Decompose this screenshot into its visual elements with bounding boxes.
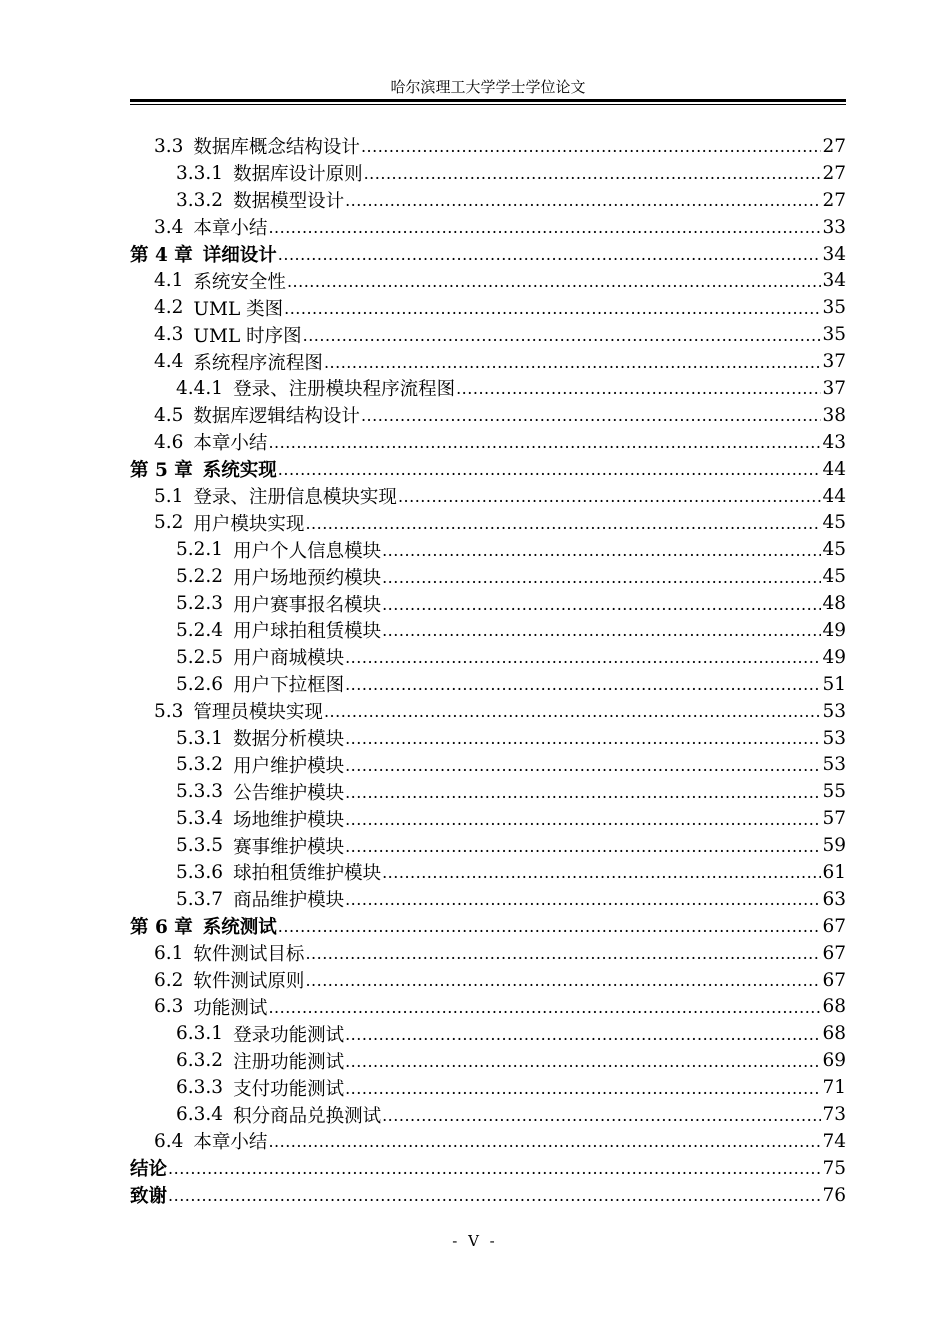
toc-entry-number: 5.2 bbox=[154, 512, 184, 534]
toc-entry-title: 用户模块实现 bbox=[193, 513, 305, 535]
toc-entry[interactable] bbox=[130, 778, 846, 805]
header-rule-thin bbox=[130, 104, 846, 105]
toc-entry-title: 用户维护模块 bbox=[233, 755, 345, 777]
toc-entry-number: 5.3 bbox=[154, 700, 184, 722]
toc-entry[interactable] bbox=[130, 133, 846, 160]
toc-entry-title: 用户场地预约模块 bbox=[233, 567, 382, 589]
toc-entry-page: 43 bbox=[822, 431, 846, 453]
toc-entry[interactable] bbox=[130, 1074, 846, 1101]
toc-entry-title: 积分商品兑换测试 bbox=[233, 1105, 382, 1127]
toc-entry[interactable] bbox=[130, 429, 846, 456]
toc-entry[interactable] bbox=[130, 267, 846, 294]
toc-entry-number: 5.3.2 bbox=[176, 754, 224, 776]
toc-entry-page: 35 bbox=[822, 297, 846, 319]
toc-dot-leader bbox=[345, 1024, 821, 1044]
toc-entry-number: 5.2.1 bbox=[176, 539, 224, 561]
toc-dot-leader bbox=[345, 809, 821, 829]
toc-entry-number: 5.3.4 bbox=[176, 808, 224, 830]
toc-entry-page: 49 bbox=[822, 646, 846, 668]
toc-dot-leader bbox=[364, 163, 822, 183]
toc-entry-number: 4.1 bbox=[154, 270, 184, 292]
toc-entry-number: 6.3.1 bbox=[176, 1023, 224, 1045]
toc-entry-page: 27 bbox=[822, 162, 846, 184]
toc-entry-number: 6.3.4 bbox=[176, 1104, 224, 1125]
toc-entry[interactable] bbox=[130, 644, 846, 671]
toc-dot-leader bbox=[456, 378, 821, 398]
toc-dot-leader bbox=[382, 862, 821, 882]
toc-entry-number: 6.3 bbox=[154, 996, 184, 1018]
toc-entry-page: 27 bbox=[822, 135, 846, 157]
toc-dot-leader bbox=[382, 620, 821, 640]
toc-entry-page: 57 bbox=[822, 808, 846, 830]
page-header: 哈尔滨理工大学学士学位论文 bbox=[390, 78, 586, 96]
toc-dot-leader bbox=[345, 728, 821, 748]
toc-entry-page: 76 bbox=[822, 1184, 846, 1206]
toc-dot-leader bbox=[168, 1185, 821, 1205]
toc-entry-number: 4.6 bbox=[154, 431, 184, 453]
toc-entry-page: 68 bbox=[822, 996, 846, 1018]
toc-entry-number: 5.2.3 bbox=[176, 593, 224, 615]
toc-entry[interactable] bbox=[130, 402, 846, 429]
toc-entry-number: 4.3 bbox=[154, 324, 184, 346]
toc-entry-title: 用户赛事报名模块 bbox=[233, 594, 382, 616]
toc-entry[interactable] bbox=[130, 563, 846, 590]
toc-entry-title: 系统安全性 bbox=[193, 271, 286, 293]
toc-entry-title: 用户个人信息模块 bbox=[233, 540, 382, 562]
toc-dot-leader bbox=[382, 1105, 821, 1125]
toc-entry[interactable] bbox=[130, 1101, 846, 1128]
toc-entry-title: 数据分析模块 bbox=[233, 729, 345, 751]
toc-entry-page: 37 bbox=[822, 351, 846, 373]
toc-entry-title: 系统实现 bbox=[202, 460, 277, 482]
toc-dot-leader bbox=[324, 352, 822, 372]
toc-dot-leader bbox=[168, 1158, 821, 1178]
toc-entry-page: 59 bbox=[822, 835, 846, 857]
toc-entry[interactable] bbox=[130, 886, 846, 913]
toc-dot-leader bbox=[345, 190, 821, 210]
toc-dot-leader bbox=[345, 782, 821, 802]
toc-entry[interactable] bbox=[130, 805, 846, 832]
toc-entry[interactable] bbox=[130, 536, 846, 563]
toc-entry-number: 第 4 章 bbox=[130, 245, 193, 266]
toc-entry[interactable] bbox=[130, 967, 846, 994]
toc-entry[interactable] bbox=[130, 241, 846, 268]
toc-entry[interactable] bbox=[130, 456, 846, 483]
toc-dot-leader bbox=[305, 513, 821, 533]
toc-entry[interactable] bbox=[130, 1182, 846, 1209]
toc-dot-leader bbox=[284, 298, 821, 318]
toc-entry-title: 本章小结 bbox=[193, 1132, 268, 1154]
toc-entry-number: 4.4 bbox=[154, 351, 184, 373]
toc-entry-page: 49 bbox=[822, 619, 846, 641]
toc-dot-leader bbox=[305, 943, 821, 963]
toc-entry-number: 3.4 bbox=[154, 216, 184, 238]
toc-entry-page: 61 bbox=[822, 861, 846, 883]
toc-dot-leader bbox=[268, 217, 821, 237]
toc-entry-title: 用户商城模块 bbox=[233, 648, 345, 670]
toc-entry-page: 75 bbox=[822, 1157, 846, 1179]
toc-entry[interactable] bbox=[130, 940, 846, 967]
toc-dot-leader bbox=[382, 540, 821, 560]
toc-entry-title: 数据库设计原则 bbox=[233, 164, 363, 186]
toc-entry-number: 3.3 bbox=[154, 135, 184, 157]
toc-entry-number: 4.5 bbox=[154, 404, 184, 426]
toc-entry-page: 37 bbox=[822, 377, 846, 399]
toc-entry[interactable] bbox=[130, 294, 846, 321]
toc-entry-title: UML 时序图 bbox=[193, 325, 302, 347]
toc-entry-title: 球拍租赁维护模块 bbox=[233, 863, 382, 885]
toc-entry-title: 公告维护模块 bbox=[233, 782, 345, 804]
toc-entry-page: 53 bbox=[822, 700, 846, 722]
toc-entry[interactable] bbox=[130, 1128, 846, 1155]
toc-entry[interactable] bbox=[130, 214, 846, 241]
toc-entry-number: 第 5 章 bbox=[130, 460, 193, 482]
toc-entry-title: 功能测试 bbox=[193, 997, 268, 1019]
toc-dot-leader bbox=[287, 271, 822, 291]
toc-entry-page: 71 bbox=[822, 1077, 846, 1099]
toc-entry-title: 支付功能测试 bbox=[233, 1078, 345, 1100]
toc-entry[interactable] bbox=[130, 617, 846, 644]
toc-entry-page: 45 bbox=[822, 512, 846, 534]
toc-entry-page: 45 bbox=[822, 539, 846, 561]
toc-entry-title: 用户球拍租赁模块 bbox=[233, 621, 382, 643]
toc-entry-title: 商品维护模块 bbox=[233, 890, 345, 912]
toc-entry-page: 51 bbox=[822, 673, 846, 695]
toc-entry[interactable] bbox=[130, 160, 846, 187]
toc-entry-title: 场地维护模块 bbox=[233, 809, 345, 831]
table-of-contents bbox=[130, 133, 846, 1209]
toc-entry[interactable] bbox=[130, 832, 846, 859]
toc-entry-title: 数据模型设计 bbox=[233, 191, 345, 213]
toc-entry-page: 67 bbox=[822, 942, 846, 964]
toc-entry-title: 本章小结 bbox=[193, 218, 268, 240]
toc-dot-leader bbox=[398, 486, 822, 506]
toc-entry-number: 3.3.1 bbox=[176, 162, 224, 184]
toc-entry-title: 软件测试原则 bbox=[193, 971, 305, 993]
toc-dot-leader bbox=[324, 701, 822, 721]
toc-entry-title: 注册功能测试 bbox=[233, 1051, 345, 1073]
toc-entry[interactable] bbox=[130, 348, 846, 375]
toc-dot-leader bbox=[361, 136, 822, 156]
toc-entry-title: 登录、注册模块程序流程图 bbox=[233, 379, 456, 401]
toc-dot-leader bbox=[268, 997, 821, 1017]
toc-entry[interactable] bbox=[130, 725, 846, 752]
toc-entry-title: 致谢 bbox=[130, 1186, 168, 1208]
toc-entry[interactable] bbox=[130, 1047, 846, 1074]
toc-entry-title: 结论 bbox=[130, 1159, 168, 1181]
header-rule-thick bbox=[130, 99, 846, 102]
toc-entry-page: 63 bbox=[822, 888, 846, 910]
toc-entry[interactable] bbox=[130, 483, 846, 510]
toc-dot-leader bbox=[303, 325, 822, 345]
toc-entry-title: 详细设计 bbox=[202, 245, 277, 266]
toc-entry-number: 5.3.6 bbox=[176, 861, 224, 883]
toc-entry[interactable] bbox=[130, 375, 846, 402]
toc-entry-page: 44 bbox=[822, 458, 846, 480]
toc-entry-number: 5.2.5 bbox=[176, 646, 224, 668]
toc-entry[interactable] bbox=[130, 698, 846, 725]
toc-entry-number: 4.4.1 bbox=[176, 377, 224, 399]
toc-entry-title: 系统程序流程图 bbox=[193, 352, 323, 374]
toc-entry-page: 67 bbox=[822, 915, 846, 937]
toc-dot-leader bbox=[305, 970, 821, 990]
toc-dot-leader bbox=[382, 567, 821, 587]
toc-entry-number: 6.3.3 bbox=[176, 1077, 224, 1099]
toc-entry-page: 48 bbox=[822, 593, 846, 615]
toc-entry-page: 69 bbox=[822, 1050, 846, 1072]
toc-entry-title: 本章小结 bbox=[193, 433, 268, 455]
toc-entry-title: 登录、注册信息模块实现 bbox=[193, 487, 397, 509]
toc-entry-page: 55 bbox=[822, 781, 846, 803]
toc-entry-page: 67 bbox=[822, 969, 846, 991]
toc-dot-leader bbox=[345, 647, 821, 667]
toc-entry-title: 软件测试目标 bbox=[193, 944, 305, 966]
toc-entry-number: 3.3.2 bbox=[176, 189, 224, 211]
toc-entry[interactable] bbox=[130, 590, 846, 617]
toc-entry-page: 45 bbox=[822, 566, 846, 588]
toc-entry-title: 数据库概念结构设计 bbox=[193, 137, 360, 159]
toc-entry[interactable] bbox=[130, 913, 846, 940]
toc-entry-number: 4.2 bbox=[154, 297, 184, 319]
toc-dot-leader bbox=[278, 916, 822, 936]
toc-dot-leader bbox=[345, 1078, 821, 1098]
toc-entry[interactable] bbox=[130, 751, 846, 778]
toc-entry-number: 5.2.4 bbox=[176, 619, 224, 641]
toc-dot-leader bbox=[345, 1051, 821, 1071]
toc-entry[interactable] bbox=[130, 321, 846, 348]
toc-entry-page: 33 bbox=[822, 216, 846, 238]
toc-entry-page: 74 bbox=[822, 1130, 846, 1152]
toc-entry-number: 第 6 章 bbox=[130, 917, 193, 939]
toc-entry-number: 5.3.7 bbox=[176, 888, 224, 910]
toc-dot-leader bbox=[278, 459, 822, 479]
toc-entry-number: 5.3.3 bbox=[176, 781, 224, 803]
toc-entry-title: 数据库逻辑结构设计 bbox=[193, 406, 360, 428]
toc-entry[interactable] bbox=[130, 994, 846, 1021]
toc-dot-leader bbox=[345, 755, 821, 775]
toc-entry-page: 73 bbox=[822, 1104, 846, 1125]
toc-dot-leader bbox=[268, 432, 821, 452]
toc-entry[interactable] bbox=[130, 859, 846, 886]
toc-entry-number: 5.2.2 bbox=[176, 566, 224, 588]
toc-dot-leader bbox=[382, 594, 821, 614]
toc-entry-page: 34 bbox=[822, 270, 846, 292]
toc-entry-page: 27 bbox=[822, 189, 846, 211]
toc-dot-leader bbox=[345, 889, 821, 909]
toc-entry-page: 53 bbox=[822, 727, 846, 749]
toc-dot-leader bbox=[361, 405, 822, 425]
toc-entry-number: 6.4 bbox=[154, 1130, 184, 1152]
toc-entry-title: 系统测试 bbox=[202, 917, 277, 939]
toc-entry-page: 38 bbox=[822, 404, 846, 426]
toc-entry-title: 赛事维护模块 bbox=[233, 836, 345, 858]
toc-entry[interactable] bbox=[130, 509, 846, 536]
toc-entry[interactable] bbox=[130, 187, 846, 214]
toc-entry-title: UML 类图 bbox=[193, 298, 284, 320]
toc-entry[interactable] bbox=[130, 1155, 846, 1182]
toc-entry[interactable] bbox=[130, 1020, 846, 1047]
toc-entry-page: 44 bbox=[822, 485, 846, 507]
toc-entry-title: 管理员模块实现 bbox=[193, 702, 323, 724]
toc-entry[interactable] bbox=[130, 671, 846, 698]
toc-dot-leader bbox=[345, 836, 821, 856]
toc-entry-title: 用户下拉框图 bbox=[233, 675, 345, 697]
toc-entry-title: 登录功能测试 bbox=[233, 1024, 345, 1046]
toc-entry-page: 53 bbox=[822, 754, 846, 776]
toc-entry-number: 6.2 bbox=[154, 969, 184, 991]
toc-entry-number: 6.1 bbox=[154, 942, 184, 964]
toc-entry-number: 5.1 bbox=[154, 485, 184, 507]
toc-dot-leader bbox=[268, 1131, 821, 1151]
page-number: - V - bbox=[452, 1232, 498, 1250]
toc-entry-number: 5.3.1 bbox=[176, 727, 224, 749]
toc-entry-page: 34 bbox=[822, 243, 846, 265]
toc-entry-page: 35 bbox=[822, 324, 846, 346]
toc-dot-leader bbox=[278, 244, 822, 264]
toc-entry-number: 5.2.6 bbox=[176, 673, 224, 695]
toc-dot-leader bbox=[345, 674, 821, 694]
toc-entry-page: 68 bbox=[822, 1023, 846, 1045]
toc-entry-number: 6.3.2 bbox=[176, 1050, 224, 1072]
toc-entry-number: 5.3.5 bbox=[176, 835, 224, 857]
